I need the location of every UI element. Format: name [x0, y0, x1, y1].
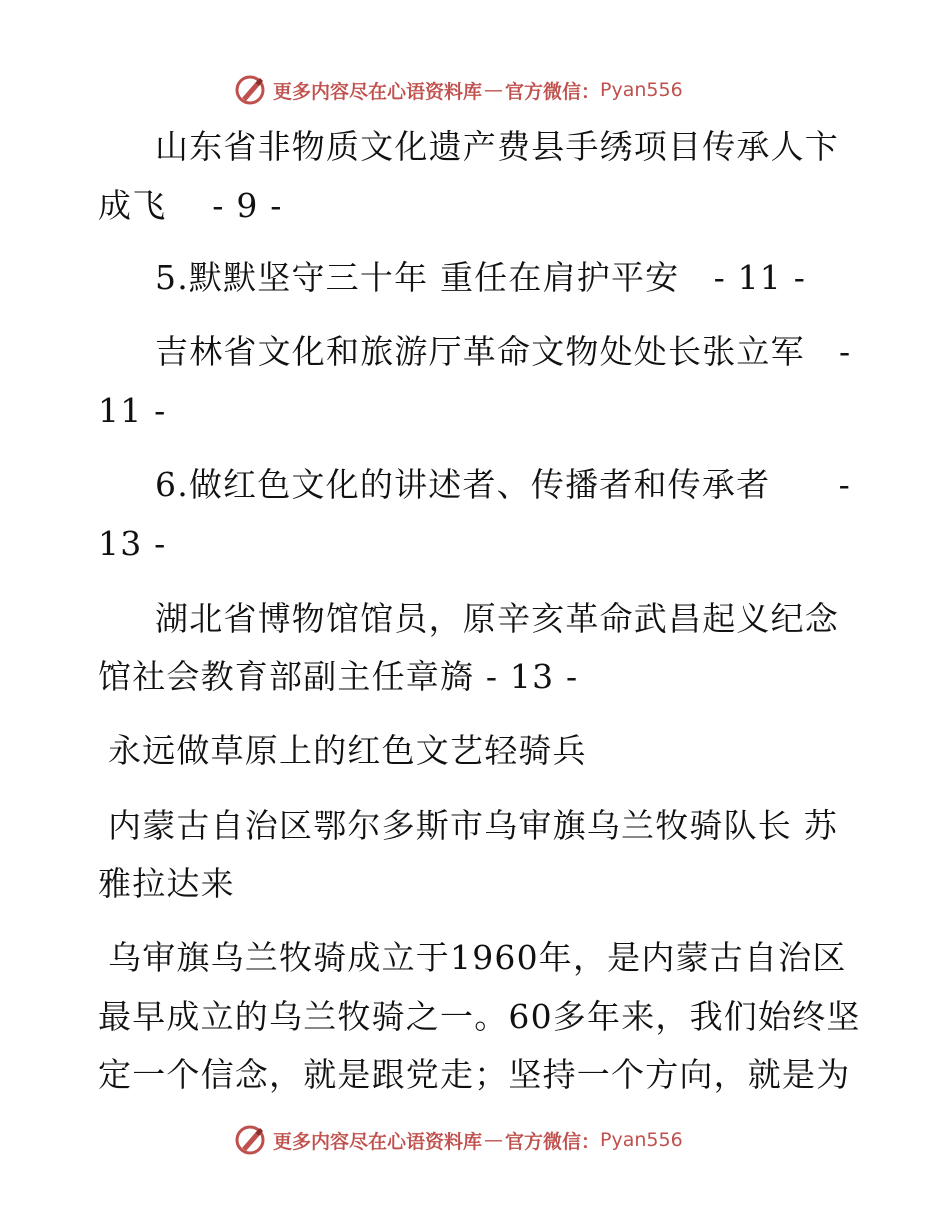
article-paragraph-line-1: 乌审旗乌兰牧骑成立于1960年，是内蒙古自治区 — [108, 938, 847, 977]
toc-entry-5-subtitle-line-2: 11 - — [98, 391, 167, 430]
watermark-footer — [233, 1122, 683, 1158]
watermark-official: 官方微信： — [505, 1130, 601, 1153]
watermark-wechat-id: Pyan556 — [600, 79, 683, 101]
watermark-official: 官方微信： — [505, 80, 601, 103]
toc-entry-6-subtitle-line-1: 湖北省博物馆馆员，原辛亥革命武昌起义纪念 — [155, 599, 839, 638]
watermark-label: 更多内容尽在心语资料库 — [273, 1130, 483, 1153]
watermark-separator: — — [484, 79, 504, 101]
article-author-line-2: 雅拉达来 — [98, 864, 235, 903]
toc-entry-5-title: 5.默默坚守三十年 重任在肩护平安 - 11 - — [155, 258, 807, 297]
article-title: 永远做草原上的红色文艺轻骑兵 — [108, 731, 587, 770]
pen-circle-logo-icon — [233, 73, 267, 107]
toc-entry-6-subtitle-line-2: 馆社会教育部副主任章旖 - 13 - — [98, 657, 579, 696]
toc-entry-5-subtitle-line-1: 吉林省文化和旅游厅革命文物处处长张立军 - — [155, 332, 852, 371]
toc-entry-6-title-line-1: 6.做红色文化的讲述者、传播者和传承者 - — [155, 465, 852, 504]
toc-entry-4-subtitle-line-2: 成飞 - 9 - — [98, 186, 283, 225]
watermark-wechat-id: Pyan556 — [600, 1129, 683, 1151]
pen-circle-logo-icon — [233, 1123, 267, 1157]
toc-entry-4-subtitle-line-1: 山东省非物质文化遗产费县手绣项目传承人卞 — [155, 127, 839, 166]
article-paragraph-line-2: 最早成立的乌兰牧骑之一。60多年来，我们始终坚 — [98, 997, 861, 1036]
article-paragraph-line-3: 定一个信念，就是跟党走；坚持一个方向，就是为 — [98, 1055, 851, 1094]
watermark-separator: — — [484, 1129, 504, 1151]
watermark-header — [233, 72, 683, 108]
watermark-label: 更多内容尽在心语资料库 — [273, 80, 483, 103]
article-author-line-1: 内蒙古自治区鄂尔多斯市乌审旗乌兰牧骑队长 苏 — [108, 806, 838, 845]
toc-entry-6-title-line-2: 13 - — [98, 524, 167, 563]
